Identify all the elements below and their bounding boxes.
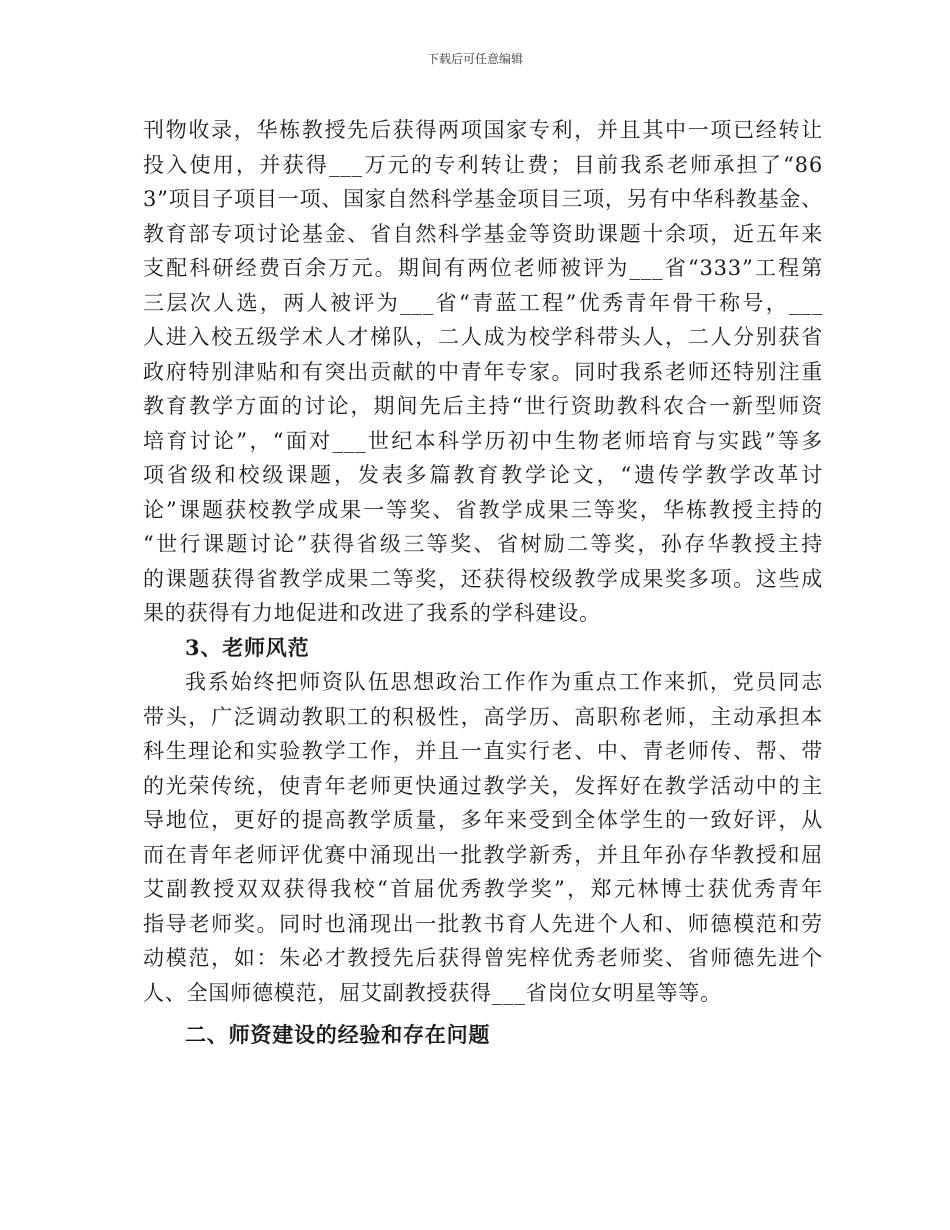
- page-header: 下载后可任意编辑: [426, 52, 523, 66]
- text-line: 导地位，更好的提高教学质量，多年来受到全体学生的一致好评，从: [143, 808, 823, 832]
- text-line: 科生理论和实验教学工作，并且一直实行老、中、青老师传、帮、带: [143, 739, 823, 763]
- text-line: 3”项目子项目一项、国家自然科学基金项目三项，另有中华科教基金、: [143, 187, 823, 211]
- text-line: 三层次人选，两人被评为___省“青蓝工程”优秀青年骨干称号，___: [143, 290, 823, 315]
- text-line: 教育部专项讨论基金、省自然科学基金等资助课题十余项，近五年来: [143, 221, 823, 246]
- text-line: 艾副教授双双获得我校“首届优秀教学奖”，郑元林博士获优秀青年: [143, 877, 823, 901]
- text-line: 而在青年老师评优赛中涌现出一批教学新秀，并且年孙存华教授和屈: [143, 842, 823, 867]
- paragraph-research-achievements: [143, 113, 823, 631]
- text-line: 论”课题获校教学成果一等奖、省教学成果三等奖，华栋教授主持的: [143, 497, 823, 522]
- text-line: 项省级和校级课题，发表多篇教育教学论文，“遗传学教学改革讨: [143, 463, 823, 487]
- text-line: 的光荣传统，使青年老师更快通过教学关，发挥好在教学活动中的主: [143, 773, 823, 798]
- text-line: 我系始终把师资队伍思想政治工作作为重点工作来抓，党员同志: [185, 670, 823, 694]
- text-line: 人、全国师德模范，屈艾副教授获得___省岗位女明星等等。: [143, 980, 722, 1005]
- text-line: 政府特别津贴和有突出贡献的中青年专家。同时我系老师还特别注重: [143, 359, 823, 384]
- text-line: 果的获得有力地促进和改进了我系的学科建设。: [143, 601, 601, 625]
- text-line: 培育讨论”，“面对___世纪本科学历初中生物老师培育与实践”等多: [143, 428, 823, 453]
- document-body: [143, 113, 823, 1055]
- paragraph-teacher-style: [143, 665, 823, 1010]
- text-line: 人进入校五级学术人才梯队，二人成为校学科带头人，二人分别获省: [143, 325, 823, 349]
- text-line: 投入使用，并获得___万元的专利转让费；目前我系老师承担了“86: [143, 152, 823, 177]
- text-line: “世行课题讨论”获得省级三等奖、省树励二等奖，孙存华教授主持: [143, 532, 823, 556]
- text-line: 教育教学方面的讨论，期间先后主持“世行资助教科农合一新型师资: [143, 394, 823, 418]
- text-line: 指导老师奖。同时也涌现出一批教书育人先进个人和、师德模范和劳: [143, 911, 823, 936]
- text-line: 的课题获得省教学成果二等奖，还获得校级教学成果奖多项。这些成: [143, 566, 823, 591]
- section-heading-experience-problems: 二、师资建设的经验和存在问题: [185, 1022, 491, 1047]
- section-heading-teacher-style: 3、老师风范: [185, 634, 310, 660]
- text-line: 带头，广泛调动教职工的积极性，高学历、高职称老师，主动承担本: [143, 704, 823, 729]
- text-line: 支配科研经费百余万元。期间有两位老师被评为___省“333”工程第: [143, 256, 823, 280]
- text-line: 动模范，如：朱必才教授先后获得曾宪梓优秀老师奖、省师德先进个: [143, 946, 823, 970]
- text-line: 刊物收录，华栋教授先后获得两项国家专利，并且其中一项已经转让: [143, 118, 823, 142]
